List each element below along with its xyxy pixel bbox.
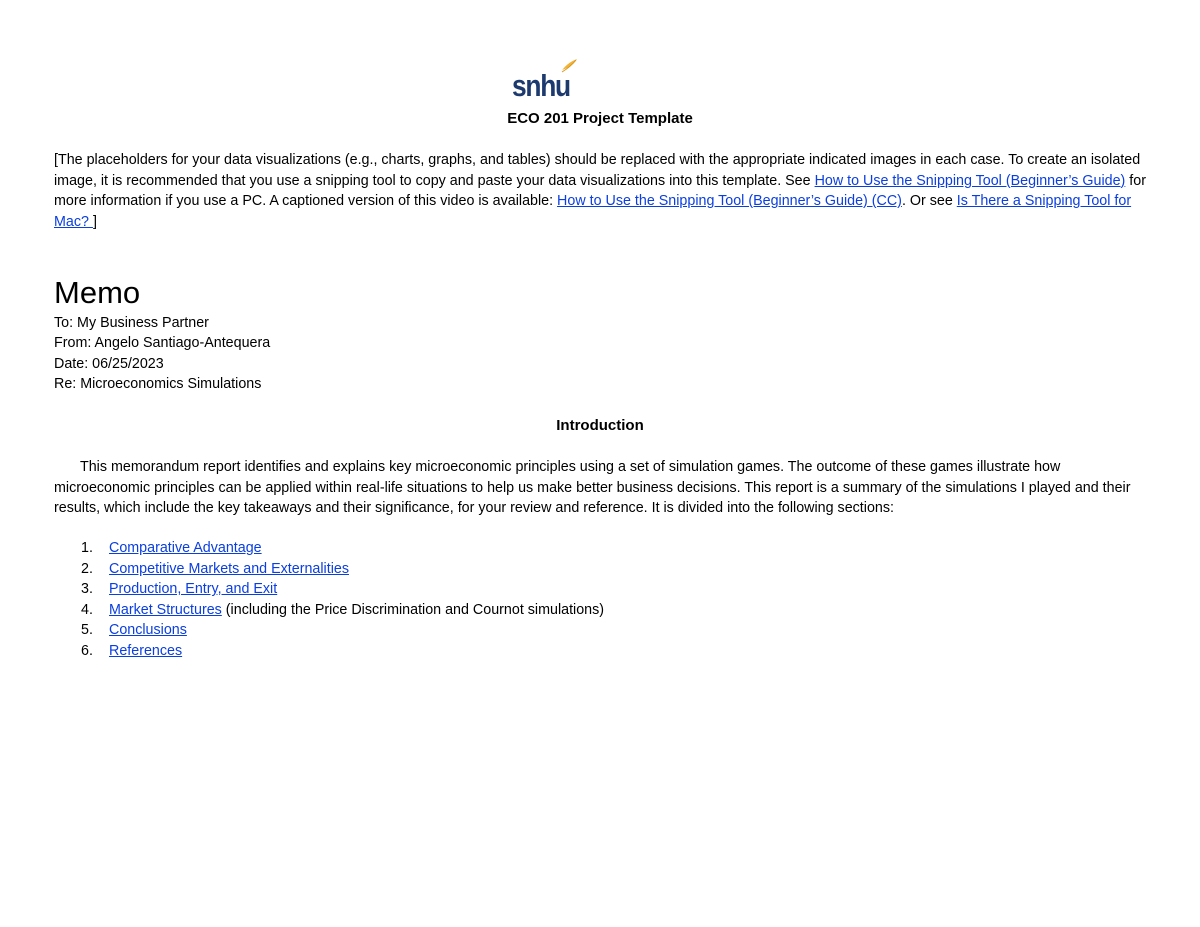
list-item <box>54 538 1146 559</box>
memo-from: From: Angelo Santiago-Antequera <box>54 335 271 352</box>
instructions-text-3: . Or see <box>901 193 957 209</box>
introduction-heading: Introduction <box>556 417 644 434</box>
list-number: 1. <box>81 540 93 556</box>
logo-wordmark: snhu <box>512 68 570 103</box>
conclusions-link[interactable]: Conclusions <box>109 622 187 639</box>
list-item <box>54 579 1146 600</box>
list-number: 6. <box>81 642 93 659</box>
memo-heading: Memo <box>54 275 141 310</box>
snipping-tool-guide-cc-link[interactable]: How to Use the Snipping Tool (Beginner’s Guide) (CC) <box>557 193 902 209</box>
instructions-text-2: for more information if you use a PC. A captioned version of this video is available: <box>54 172 1146 209</box>
memo-header-fields <box>54 313 270 394</box>
list-item <box>54 600 1146 621</box>
list-item <box>54 559 1146 580</box>
memo-to: To: My Business Partner <box>54 315 209 331</box>
instructions-text-1: [The placeholders for your data visualizations (e.g., charts, graphs, and tables) should be replaced with the appropriate indicated images in each case. To create an isolated image, it is recommended that you use a snipping tool to copy and paste your data visualizations into this template. See <box>54 152 1141 189</box>
list-item <box>54 641 1146 662</box>
competitive-markets-link[interactable]: Competitive Markets and Externalities <box>109 560 349 577</box>
introduction-paragraph: This memorandum report identifies and explains key microeconomic principles using a set of simulation games. The outcome of these games illustrate how microeconomic principles can be applied within real-life situations to help us make better business decisions. This report is a summary of the simulations I played and their results, which include the key takeaways and their significance, for your review and reference. It is divided into the following sections: <box>54 459 1131 516</box>
snhu-logo <box>512 58 578 102</box>
list-number: 4. <box>81 601 93 618</box>
list-item-suffix: (including the Price Discrimination and Cournot simulations) <box>221 601 605 618</box>
production-entry-exit-link[interactable]: Production, Entry, and Exit <box>109 581 278 598</box>
list-number: 2. <box>81 560 93 577</box>
document-title: ECO 201 Project Template <box>507 110 693 127</box>
section-list <box>54 538 1146 662</box>
references-link[interactable]: References <box>109 642 183 659</box>
list-item <box>54 620 1146 641</box>
memo-date: Date: 06/25/2023 <box>54 355 164 372</box>
snipping-tool-guide-link[interactable]: How to Use the Snipping Tool (Beginner’s Guide) <box>814 172 1126 189</box>
template-instructions <box>54 150 1146 232</box>
instructions-text-4: ] <box>92 213 97 230</box>
comparative-advantage-link[interactable]: Comparative Advantage <box>109 540 262 556</box>
market-structures-link[interactable]: Market Structures <box>109 601 222 618</box>
list-number: 3. <box>81 581 93 598</box>
memo-re: Re: Microeconomics Simulations <box>54 375 262 392</box>
list-number: 5. <box>81 622 93 639</box>
mac-snipping-tool-link[interactable]: Is There a Snipping Tool for Mac? <box>54 193 1132 230</box>
